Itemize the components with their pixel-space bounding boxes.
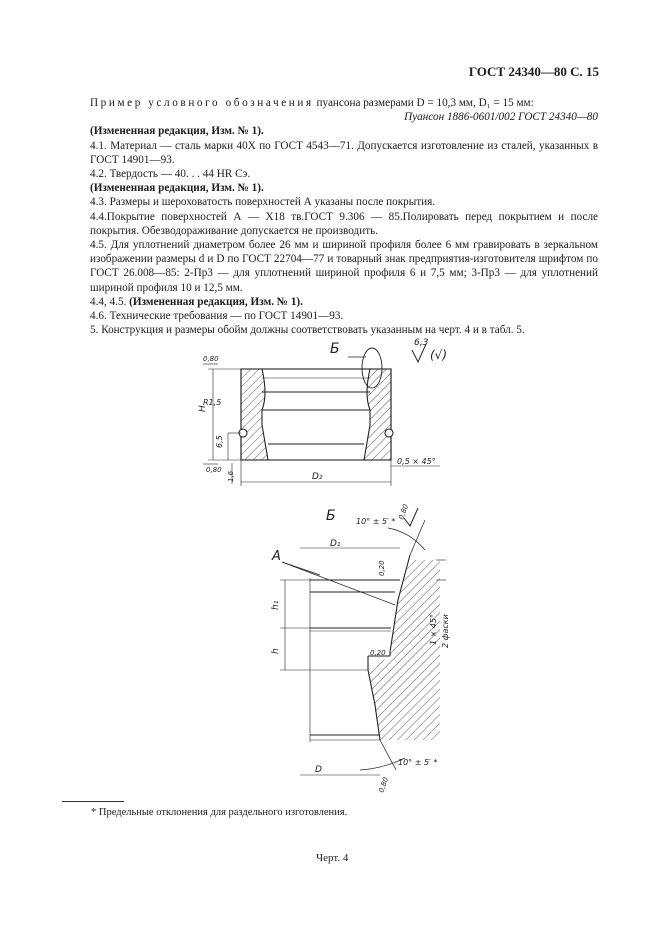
right-wall — [364, 369, 391, 460]
example-designation: Пуансон 1886-0601/002 ГОСТ 24340—80 — [404, 111, 598, 124]
tolerance-detail: 0,80 — [397, 503, 411, 521]
amendment-note: (Измененная редакция, Изм. № 1). — [90, 125, 264, 138]
figure-caption: Черт. 4 — [316, 852, 349, 864]
tolerance-020-b: 0,20 — [370, 649, 386, 657]
tolerance-020-a: 0,20 — [378, 560, 386, 576]
dim-h1: h₁ — [271, 600, 281, 610]
amendment-prefix: 4.4, 4.5. — [90, 295, 130, 308]
paragraph-4-6: 4.6. Технические требования — по ГОСТ 14901—93. — [90, 310, 344, 323]
angle-bottom: 10° ± 5′ * — [398, 758, 438, 767]
roughness-paren: (√) — [430, 348, 448, 362]
paragraph-4-3: 4.3. Размеры и шероховатость поверхностей А указаны после покрытия. — [90, 196, 436, 209]
dim-1-6: 1,6 — [227, 470, 235, 482]
dim-radius: R1,5 — [203, 398, 222, 407]
dim-h: h — [271, 648, 281, 654]
groove-right — [385, 429, 393, 437]
angle-top: 10° ± 5′ * — [356, 517, 396, 526]
paragraph-4-2: 4.2. Твердость — 40. . . 44 HR Cэ. — [90, 168, 251, 181]
tolerance-top: 0,80 — [203, 355, 219, 363]
chamfer-detail: 1 × 45° — [429, 613, 438, 645]
dim-6-5: 6,5 — [215, 435, 224, 448]
paragraph-4-1: 4.1. Материал — сталь марки 40Х по ГОСТ 4543—71. Допускается изготовление из сталей, указанных в ГОСТ 14901—93. — [90, 139, 598, 166]
detail-letter: Б — [326, 508, 336, 524]
roughness-value: 6,3 — [414, 338, 429, 348]
detail-view — [280, 508, 446, 775]
amendment-note: (Измененная редакция, Изм. № 1). — [90, 182, 264, 195]
footnote-rule — [62, 801, 124, 802]
paragraph-4-4: 4.4.Покрытие поверхностей А — Х18 тв.ГОСТ 9.306 — 85.Полировать перед покрытием и после покрытия. Обезводораживание допускается не производить. — [90, 210, 598, 237]
dim-D2: D₂ — [312, 472, 323, 482]
view-letter: Б — [330, 341, 340, 357]
footnote: * Предельные отклонения для раздельного изготовления. — [91, 807, 348, 818]
dim-D: D — [315, 765, 322, 775]
example-rest: пуансона размерами D = 10,3 мм, D₁ = 15 мм: — [313, 97, 534, 109]
paragraph-4-5: 4.5. Для уплотнений диаметром более 26 мм и шириной профиля более 6 мм гравировать в зеркальном изображении размеры d и D по ГОСТ 22704—77 и товарный знак предприятия-изготовителя шрифтом по ГОСТ 26.008—85: 2-Пр3 — для уплотнений шириной профиля 6 и 7,5 мм; 3-Пр3 — для уплотнений шириной профиля 10 и 12,5 мм. — [90, 239, 598, 294]
chamfer-count: 2 фаски — [441, 614, 450, 648]
tolerance-bottom: 0,80 — [206, 466, 222, 474]
example-spaced: Пример условного обозначения — [90, 97, 314, 109]
chamfer-note: 0,5 × 45° — [397, 457, 436, 466]
dim-H: H — [198, 405, 208, 412]
page-header: ГОСТ 24340—80 С. 15 — [468, 64, 599, 79]
amendment-text: (Измененная редакция, Изм. № 1). — [129, 295, 303, 308]
dim-D1: D₁ — [330, 539, 341, 549]
surface-A: А — [272, 549, 281, 564]
left-wall — [241, 369, 268, 460]
tolerance-bottom-detail: 0,80 — [377, 776, 391, 794]
paragraph-5: 5. Конструкция и размеры обойм должны соответствовать указанным на черт. 4 и в табл. 5. — [90, 324, 525, 337]
